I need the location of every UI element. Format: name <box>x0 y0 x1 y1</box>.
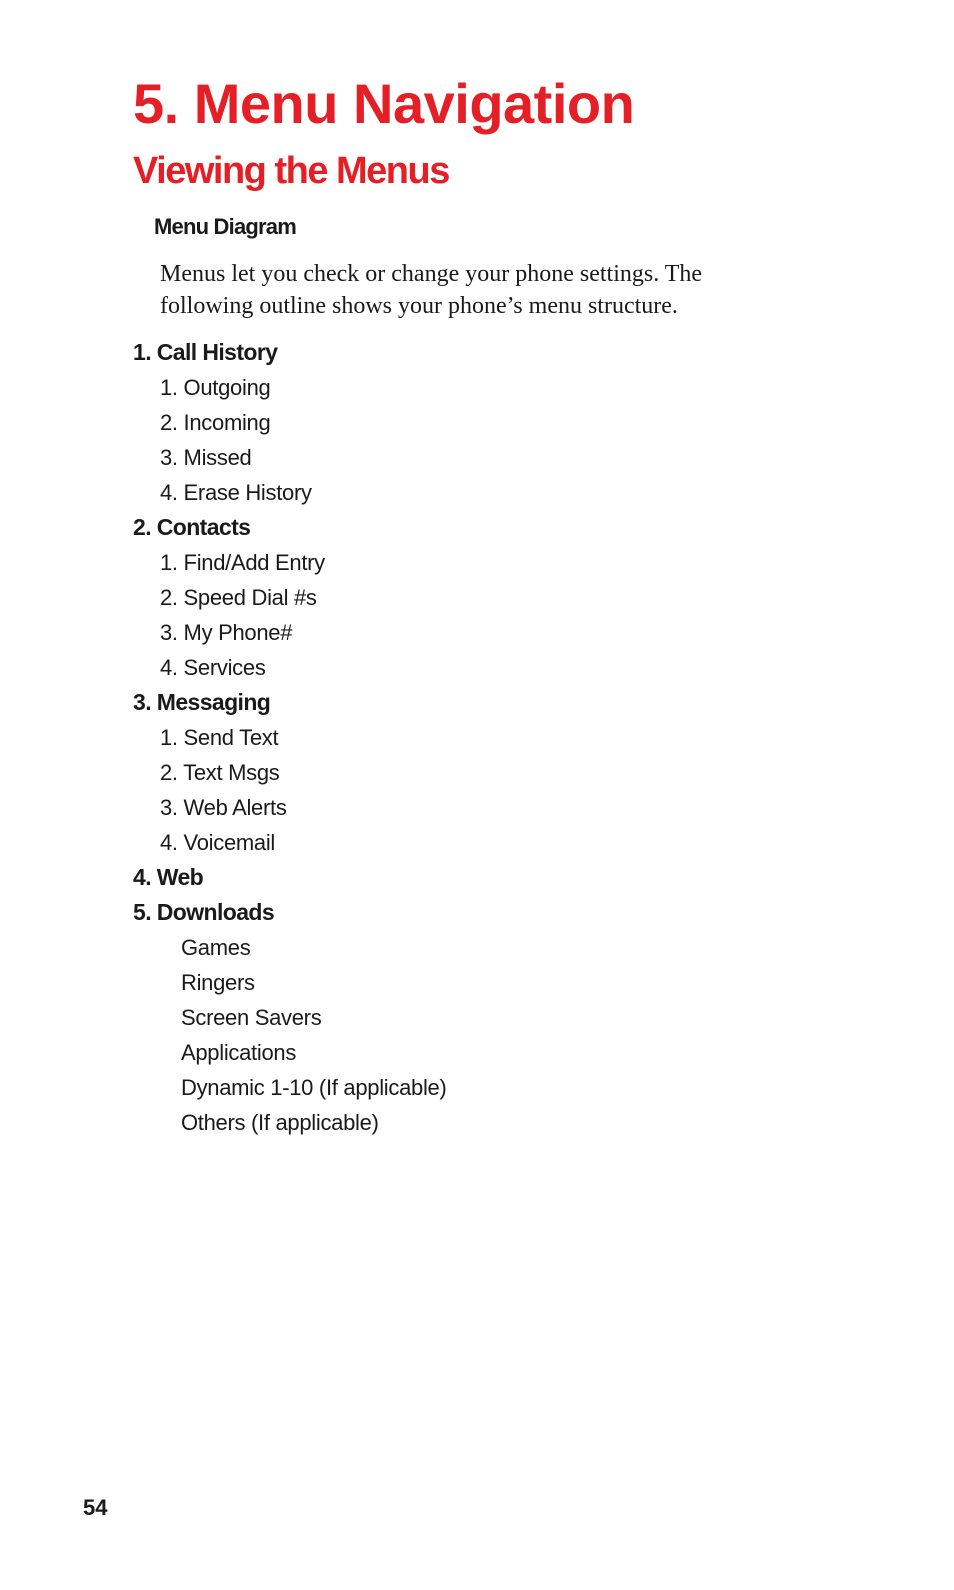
submenu-item: 4. Erase History <box>160 480 312 505</box>
section-title: Viewing the Menus <box>133 150 449 192</box>
submenu-item: 3. My Phone# <box>160 620 293 645</box>
submenu-item: 4. Services <box>160 655 266 680</box>
menu-group-contacts <box>133 510 833 685</box>
page-number: 54 <box>83 1495 108 1520</box>
submenu-item: Screen Savers <box>181 1005 322 1030</box>
submenu-item: 3. Missed <box>160 445 252 470</box>
submenu-item: Ringers <box>181 970 255 995</box>
submenu-list <box>133 370 833 510</box>
submenu-item: 2. Speed Dial #s <box>160 585 317 610</box>
submenu-item: 2. Incoming <box>160 410 271 435</box>
menu-outline <box>133 335 833 1140</box>
intro-paragraph: Menus let you check or change your phone settings. The following outline shows your phone’s menu structure. <box>160 261 703 319</box>
submenu-item: 4. Voicemail <box>160 830 276 855</box>
submenu-item: 1. Find/Add Entry <box>160 550 325 575</box>
menu-group-call-history <box>133 335 833 510</box>
menu-heading: 1. Call History <box>133 339 278 365</box>
subsection-title: Menu Diagram <box>154 214 296 239</box>
submenu-list <box>133 930 833 1140</box>
menu-heading: 2. Contacts <box>133 514 251 540</box>
menu-heading: 5. Downloads <box>133 899 275 925</box>
submenu-item: Games <box>181 935 251 960</box>
submenu-list <box>133 720 833 860</box>
menu-heading: 3. Messaging <box>133 689 271 715</box>
submenu-item: Others (If applicable) <box>181 1110 379 1135</box>
submenu-item: Dynamic 1-10 (If applicable) <box>181 1075 447 1100</box>
chapter-title: 5. Menu Navigation <box>133 72 635 135</box>
submenu-item: 1. Outgoing <box>160 375 271 400</box>
menu-group-downloads <box>133 895 833 1140</box>
submenu-item: Applications <box>181 1040 297 1065</box>
menu-heading: 4. Web <box>133 864 204 890</box>
menu-group-web <box>133 860 833 895</box>
submenu-list <box>133 545 833 685</box>
submenu-item: 2. Text Msgs <box>160 760 280 785</box>
menu-group-messaging <box>133 685 833 860</box>
submenu-item: 3. Web Alerts <box>160 795 287 820</box>
submenu-item: 1. Send Text <box>160 725 279 750</box>
